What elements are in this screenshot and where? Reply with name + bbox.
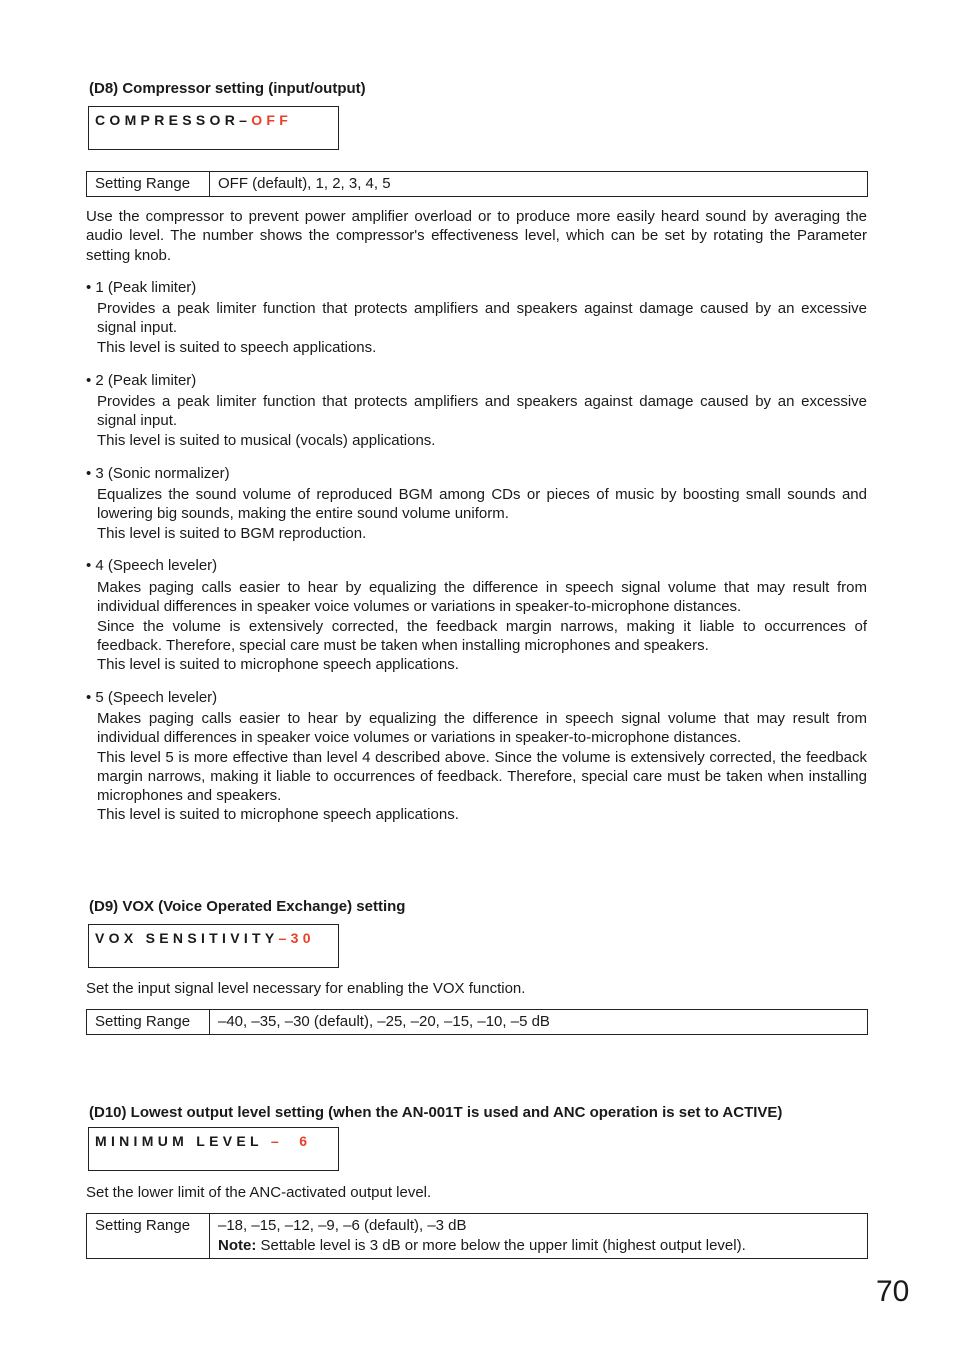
d9-range-label: Setting Range [87, 1010, 210, 1035]
d10-display-value: – 6 [270, 1133, 312, 1149]
d9-range-table [86, 1009, 868, 1035]
d10-display [88, 1127, 339, 1171]
d10-description: Set the lower limit of the ANC-activated output level. [86, 1184, 432, 1201]
d8-range-table [86, 171, 868, 197]
d8-item-2-line-2: This level is suited to musical (vocals) applications. [97, 431, 436, 449]
d8-item-5-title: • 5 (Speech leveler) [86, 689, 218, 706]
d10-heading: (D10) Lowest output level setting (when the AN-001T is used and ANC operation is set to ACTIVE) [89, 1104, 783, 1121]
d8-item-5-line-2: This level 5 is more effective than level 4 described above. Since the volume is extensively corrected, the feedback margin narrows, making it liable to occurrences of feedback. Therefore, special care must be taken when installing microphones and speakers. [97, 748, 867, 805]
page-number: 70 [876, 1275, 910, 1308]
d8-item-5-line-1: Makes paging calls easier to hear by equalizing the difference in speech signal volume that may result from individual differences in speaker voice volumes or variations in speaker-to-microphone distances. [97, 710, 867, 747]
d8-item-1-line-2: This level is suited to speech applications. [97, 338, 377, 356]
d8-item-2-title: • 2 (Peak limiter) [86, 372, 197, 389]
d8-item-3-line-1: Equalizes the sound volume of reproduced BGM among CDs or pieces of music by boosting small sounds and lowering big sounds, making the entire sound volume uniform. [97, 486, 867, 523]
d10-range-value: –18, –15, –12, –9, –6 (default), –3 dB [218, 1217, 467, 1234]
d10-range-label: Setting Range [87, 1214, 210, 1259]
d10-note-label: Note: [218, 1237, 257, 1254]
d8-range-value: OFF (default), 1, 2, 3, 4, 5 [210, 172, 868, 197]
d8-item-1-title: • 1 (Peak limiter) [86, 279, 197, 296]
d9-display-prefix: VOX SENSITIVITY [95, 930, 279, 946]
d9-display [88, 924, 339, 968]
d8-item-1-line-1: Provides a peak limiter function that protects amplifiers and speakers against damage caused by an excessive signal input. [97, 300, 867, 337]
d8-item-3-line-2: This level is suited to BGM reproduction. [97, 524, 367, 542]
d9-heading: (D9) VOX (Voice Operated Exchange) setting [89, 898, 406, 915]
d8-display-prefix: COMPRESSOR– [95, 112, 252, 128]
d10-range-cell [210, 1214, 868, 1259]
d10-range-table [86, 1213, 868, 1259]
d9-display-value: –30 [278, 930, 315, 946]
d8-item-2-line-1: Provides a peak limiter function that protects amplifiers and speakers against damage caused by an excessive signal input. [97, 393, 867, 430]
d8-intro: Use the compressor to prevent power amplifier overload or to produce more easily heard sound by averaging the audio level. The number shows the compressor's effectiveness level, which can be set by rotating the Parameter setting knob. [86, 208, 867, 264]
d10-note-text: Settable level is 3 dB or more below the upper limit (highest output level). [256, 1237, 746, 1254]
d8-item-4-title: • 4 (Speech leveler) [86, 557, 218, 574]
d8-display-value: OFF [251, 112, 293, 128]
d8-item-3-body [97, 485, 867, 543]
d10-display-text [95, 1133, 311, 1149]
d8-item-1-body [97, 299, 867, 357]
d8-item-3-title: • 3 (Sonic normalizer) [86, 465, 230, 482]
d8-item-5-line-3: This level is suited to microphone speech applications. [97, 806, 459, 824]
d10-display-prefix: MINIMUM LEVEL [95, 1133, 271, 1149]
d8-item-4-line-2: Since the volume is extensively corrected, the feedback margin narrows, making it liable to occurrences of feedback. Therefore, special care must be taken when installing microphones and speakers. [97, 617, 867, 654]
d9-display-text [95, 930, 315, 946]
d8-item-4-line-1: Makes paging calls easier to hear by equalizing the difference in speech signal volume that may result from individual differences in speaker voice volumes or variations in speaker-to-microphone distances. [97, 579, 867, 616]
d8-item-5-body [97, 709, 867, 825]
d8-heading: (D8) Compressor setting (input/output) [89, 80, 366, 97]
d8-item-4-body [97, 578, 867, 674]
d8-item-4-line-3: This level is suited to microphone speech applications. [97, 656, 459, 674]
d8-display [88, 106, 339, 150]
d9-range-value: –40, –35, –30 (default), –25, –20, –15, –10, –5 dB [210, 1010, 868, 1035]
d8-item-2-body [97, 392, 867, 450]
d9-description: Set the input signal level necessary for enabling the VOX function. [86, 980, 526, 997]
d8-display-text [95, 112, 292, 128]
d10-note [218, 1236, 859, 1256]
d8-range-label: Setting Range [87, 172, 210, 197]
